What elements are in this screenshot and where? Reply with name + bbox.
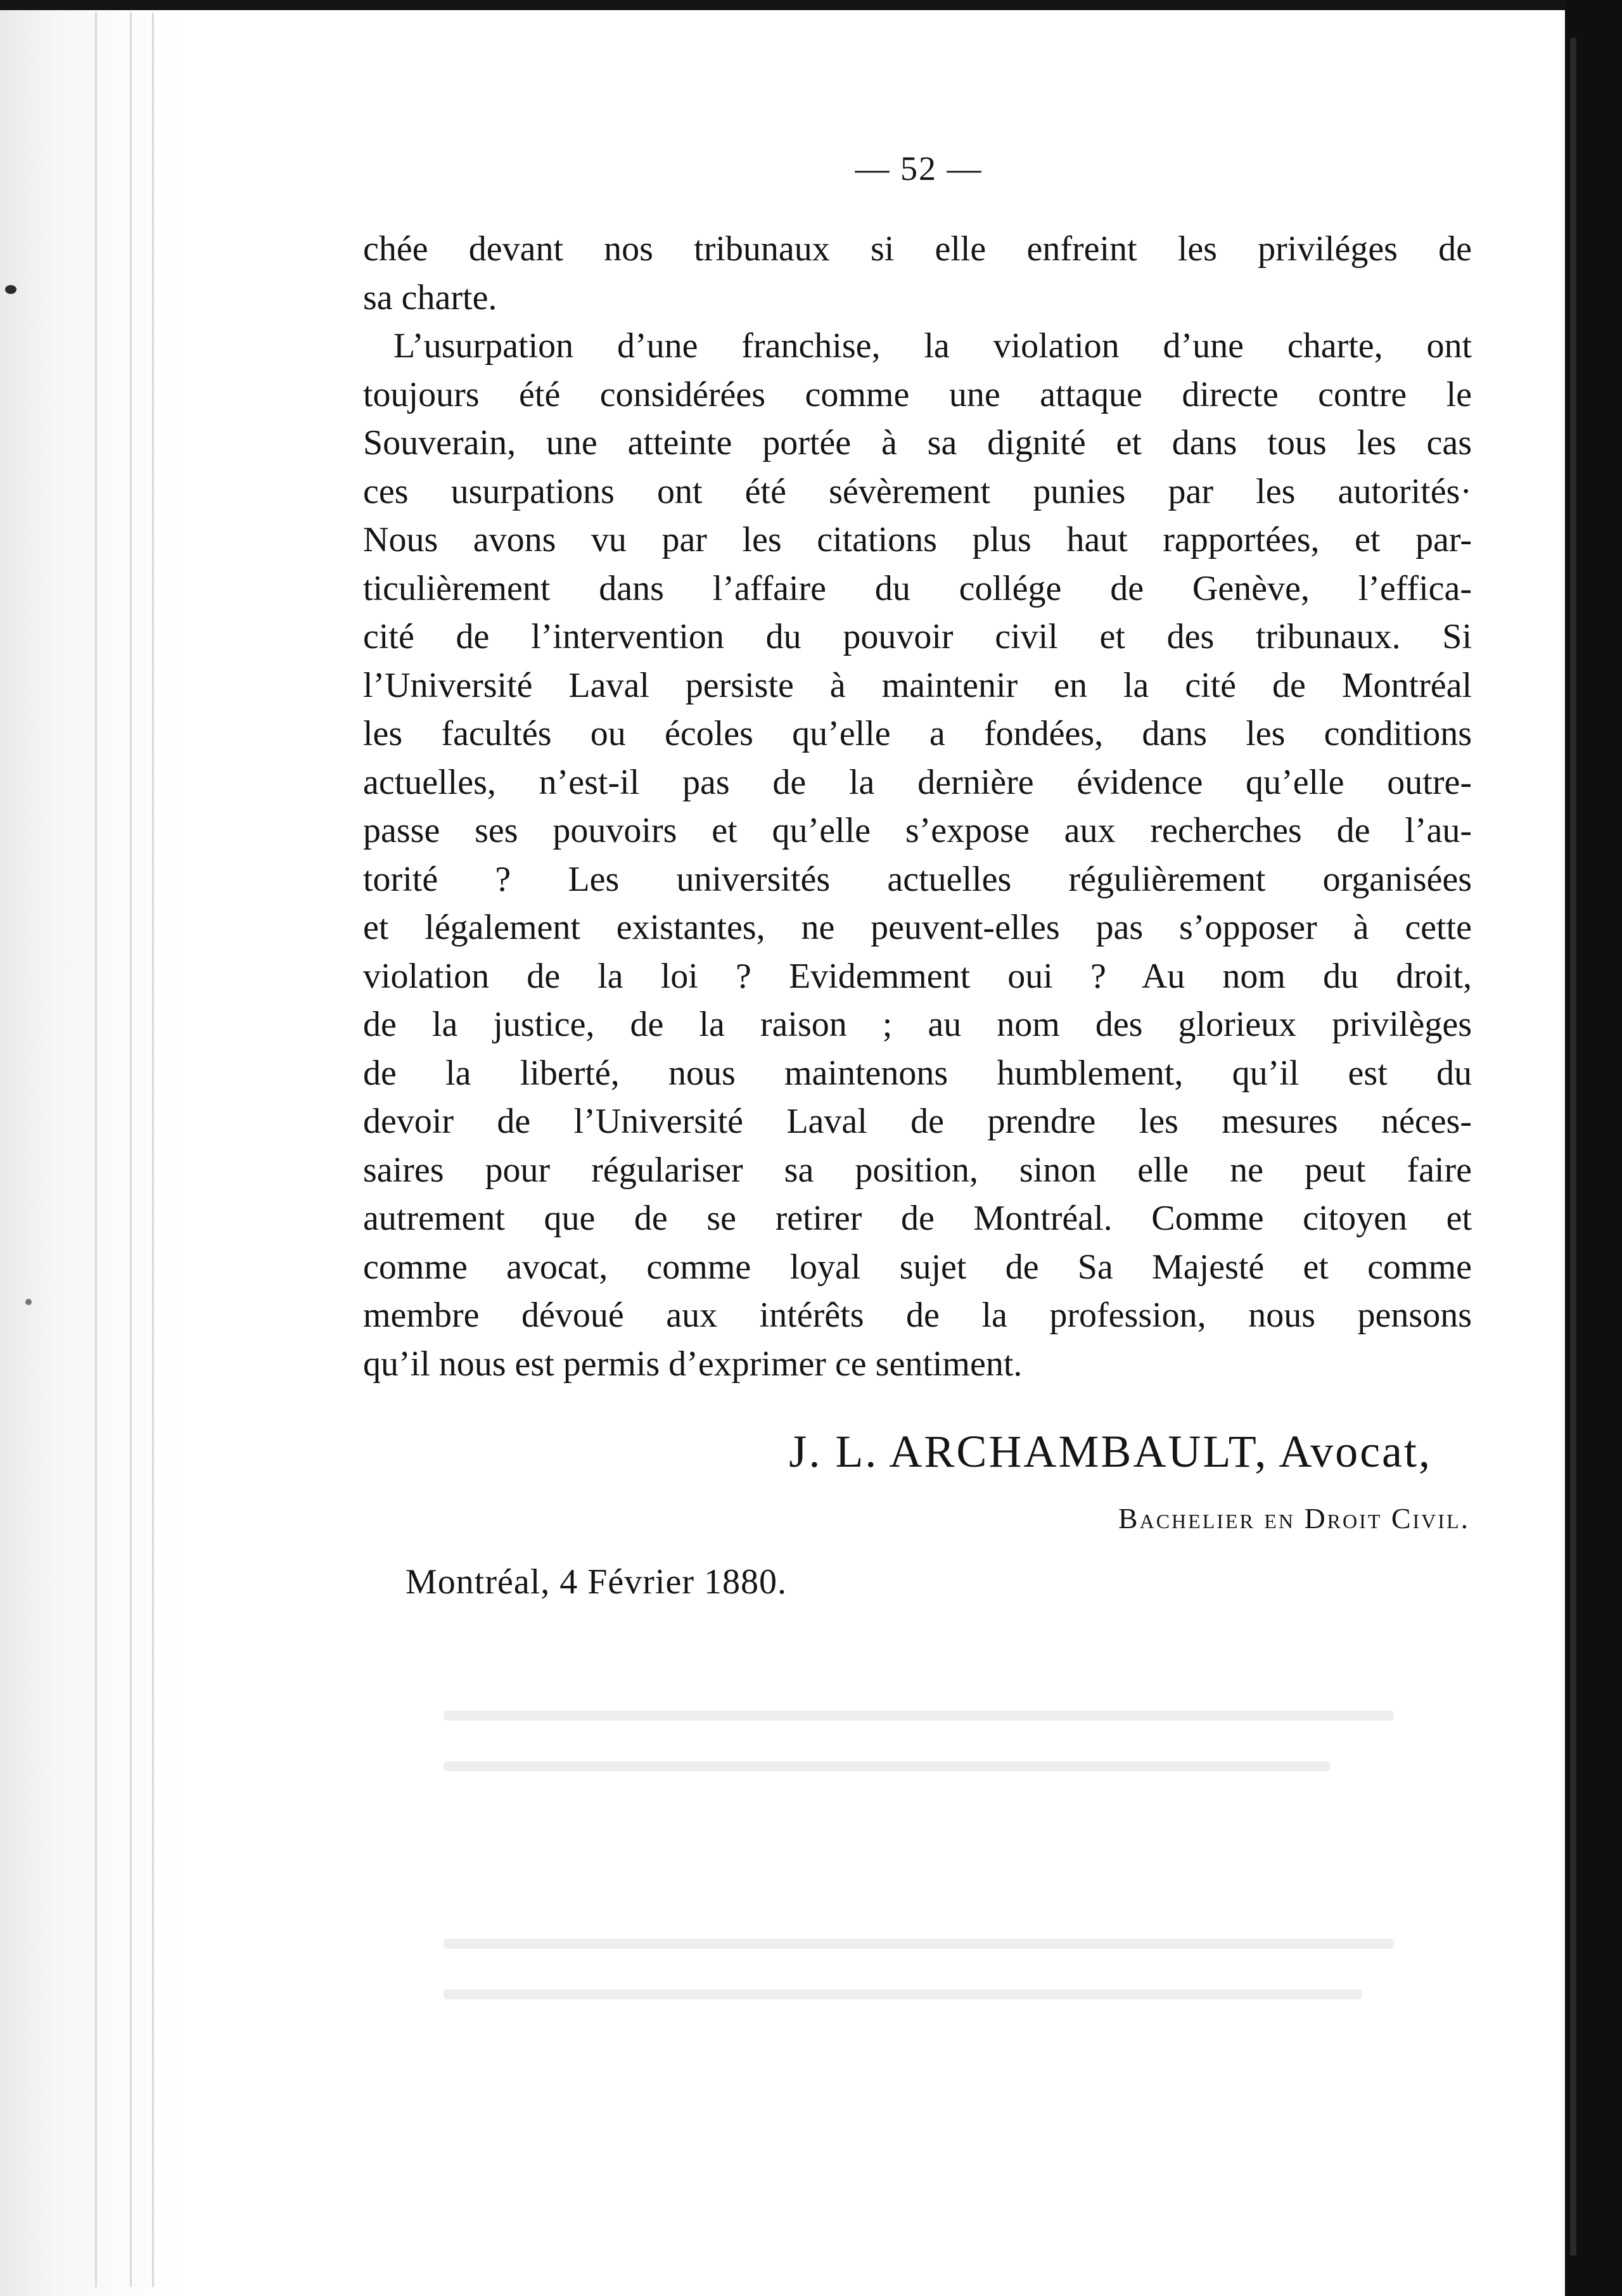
- scan-border-top: [0, 0, 1622, 10]
- text-line: ticulièrement dans l’affaire du collége de Genève, l’effica-: [363, 568, 1472, 608]
- body-text: [363, 225, 1472, 1388]
- gutter-page-edge: [130, 13, 132, 2287]
- text-line: les facultés ou écoles qu’elle a fondées, dans les conditions: [363, 714, 1472, 753]
- bleed-through: [444, 1761, 1331, 1771]
- text-line: actuelles, n’est-il pas de la dernière évidence qu’elle outre-: [363, 762, 1472, 802]
- text-line: violation de la loi ? Evidemment oui ? Au nom du droit,: [363, 956, 1472, 996]
- bleed-through: [444, 1989, 1362, 1999]
- text-line: devoir de l’Université Laval de prendre les mesures néces-: [363, 1102, 1472, 1141]
- text-line: Souverain, une atteinte portée à sa dignité et dans tous les cas: [363, 423, 1472, 462]
- text-line: passe ses pouvoirs et qu’elle s’expose aux recherches de l’au-: [363, 811, 1472, 850]
- text-line: L’usurpation d’une franchise, la violation d’une charte, ont: [393, 326, 1472, 366]
- text-line: qu’il nous est permis d’exprimer ce sentiment.: [363, 1344, 1023, 1384]
- margin-speck: [5, 285, 16, 294]
- text-line: cité de l’intervention du pouvoir civil et des tribunaux. Si: [363, 617, 1472, 656]
- text-line: autrement que de se retirer de Montréal. Comme citoyen et: [363, 1199, 1472, 1238]
- bleed-through: [444, 1711, 1394, 1721]
- text-line: et légalement existantes, ne peuvent-elles pas s’opposer à cette: [363, 908, 1472, 947]
- text-line: Nous avons vu par les citations plus haut rapportées, et par-: [363, 520, 1472, 559]
- text-line: membre dévoué aux intérêts de la profession, nous pensons: [363, 1296, 1472, 1335]
- place-and-date: Montréal, 4 Février 1880.: [406, 1562, 787, 1602]
- scan-border-right-edge: [1570, 38, 1576, 2255]
- text-line: comme avocat, comme loyal sujet de Sa Majesté et comme: [363, 1247, 1472, 1287]
- author-credentials: Bachelier en Droit Civil.: [1118, 1502, 1470, 1534]
- margin-speck: [25, 1299, 32, 1305]
- text-line: ces usurpations ont été sévèrement punies par les autorités·: [363, 471, 1472, 511]
- text-line: de la justice, de la raison ; au nom des glorieux privilèges: [363, 1005, 1472, 1044]
- bleed-through: [444, 1939, 1394, 1949]
- text-line: de la liberté, nous maintenons humblement, qu’il est du: [363, 1053, 1472, 1093]
- text-line: saires pour régulariser sa position, sinon elle ne peut faire: [363, 1150, 1472, 1190]
- gutter-page-edge: [95, 13, 97, 2287]
- author-signature: J. L. ARCHAMBAULT, Avocat,: [789, 1426, 1432, 1477]
- text-line: torité ? Les universités actuelles régulièrement organisées: [363, 859, 1472, 899]
- text-line: l’Université Laval persiste à maintenir en la cité de Montréal: [363, 665, 1472, 705]
- page-number: — 52 —: [855, 150, 983, 188]
- text-line: toujours été considérées comme une attaque directe contre le: [363, 374, 1472, 414]
- gutter-page-edge: [152, 13, 154, 2287]
- text-line: chée devant nos tribunaux si elle enfreint les priviléges de: [363, 229, 1472, 269]
- text-line: sa charte.: [363, 277, 497, 317]
